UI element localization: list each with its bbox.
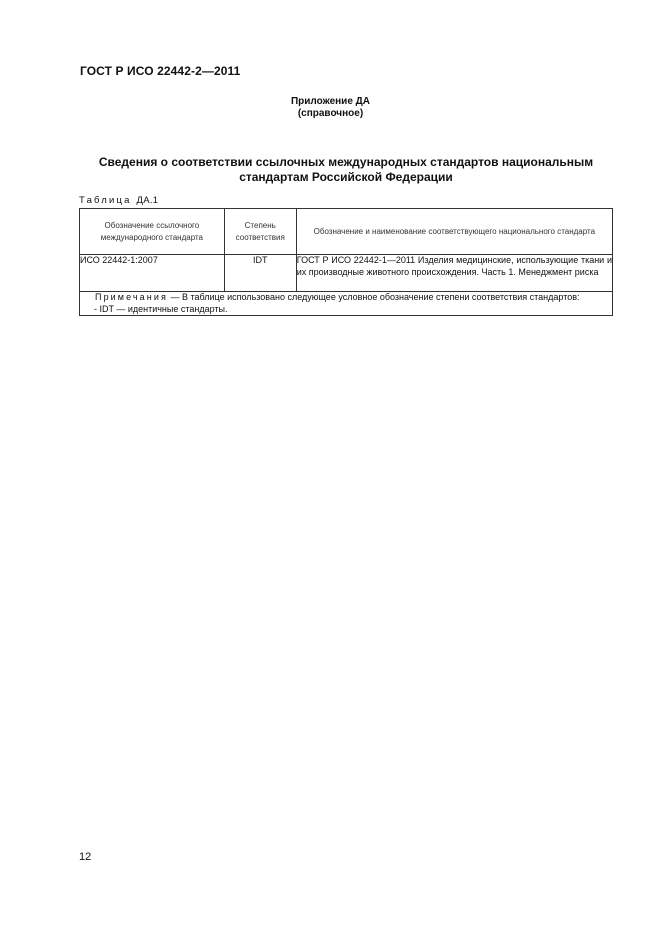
table-caption [79,195,158,206]
column-header-national-standard: Обозначение и наименование соответствующего национального стандарта [296,209,612,255]
note-item: - IDT — идентичные стандарты. [94,303,228,314]
section-title: Сведения о соответствии ссылочных международных стандартов национальным стандартам Российской Федерации [98,155,594,184]
document-code-header: ГОСТ Р ИСО 22442-2—2011 [80,64,241,78]
cell-national-standard: ГОСТ Р ИСО 22442-1—2011 Изделия медицинские, использующие ткани и их производные животного происхождения. Часть 1. Менеджмент риска [296,255,612,292]
annex-title: Приложение ДА [290,96,371,107]
note-label: Примечания [95,292,168,302]
cell-degree: IDT [224,255,296,292]
column-header-degree: Степень соответствия [224,209,296,255]
table-header-row [80,209,613,255]
table-note-row [80,292,613,316]
table-caption-number: ДА.1 [136,195,159,206]
table-caption-label: Таблица [79,195,132,206]
annex-heading [0,96,661,120]
annex-subtitle: (справочное) [297,108,364,119]
cell-intl-standard: ИСО 22442-1:2007 [80,255,225,292]
conformity-table [79,208,613,316]
table-row [80,255,613,292]
note-text: — В таблице использовано следующее условное обозначение степени соответствия стандартов: [170,292,580,302]
table-note [80,292,613,316]
column-header-intl-standard: Обозначение ссылочного международного стандарта [80,209,225,255]
page-number: 12 [79,851,92,863]
